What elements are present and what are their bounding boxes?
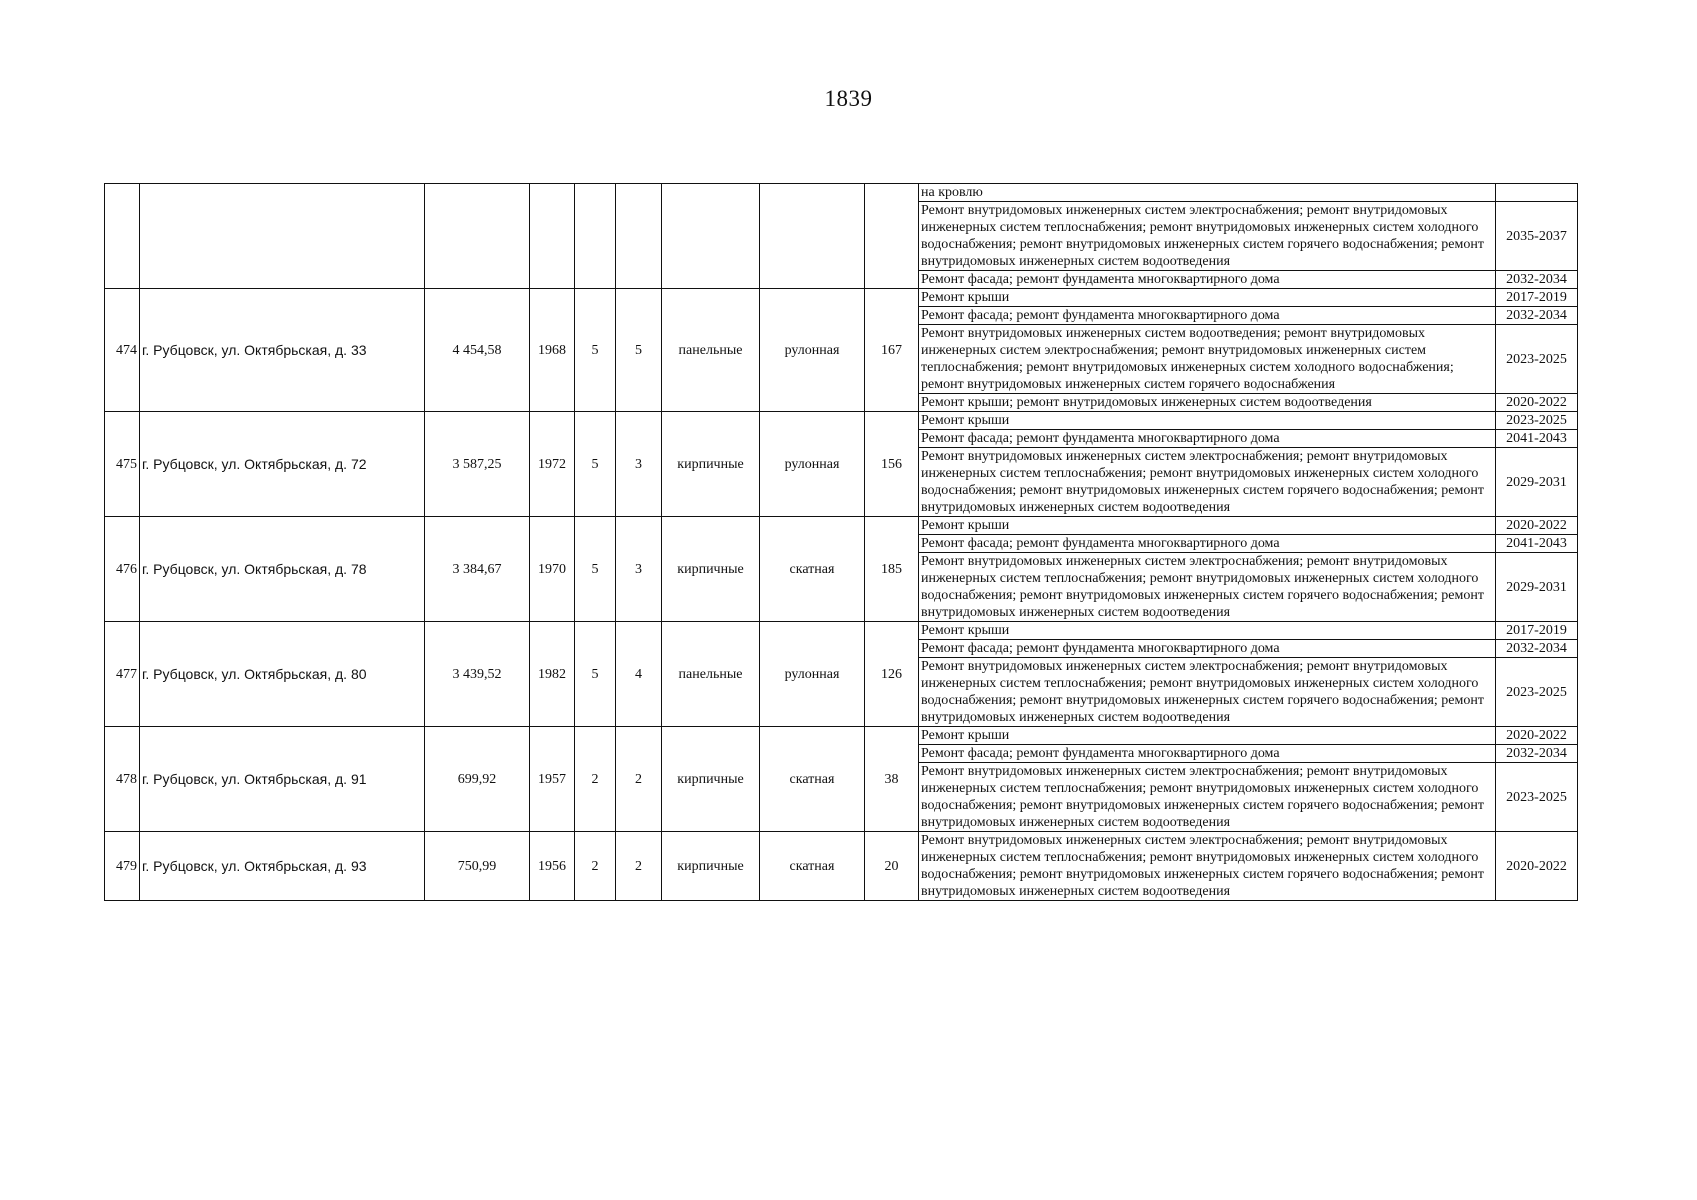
entrances: 4 bbox=[616, 622, 662, 727]
row-number: 476 bbox=[105, 517, 140, 622]
address: г. Рубцовск, ул. Октябрьская, д. 91 bbox=[140, 727, 425, 832]
roof-type: скатная bbox=[760, 832, 865, 901]
residents: 38 bbox=[865, 727, 919, 832]
wall-material: кирпичные bbox=[662, 832, 760, 901]
work-period: 2020-2022 bbox=[1496, 517, 1578, 535]
work-description: Ремонт фасада; ремонт фундамента многоквартирного дома bbox=[919, 640, 1496, 658]
work-period: 2041-2043 bbox=[1496, 430, 1578, 448]
address: г. Рубцовск, ул. Октябрьская, д. 72 bbox=[140, 412, 425, 517]
work-description: Ремонт крыши bbox=[919, 412, 1496, 430]
year-built: 1972 bbox=[530, 412, 575, 517]
housing-register-table bbox=[104, 183, 1578, 901]
address: г. Рубцовск, ул. Октябрьская, д. 80 bbox=[140, 622, 425, 727]
work-period: 2029-2031 bbox=[1496, 553, 1578, 622]
address: г. Рубцовск, ул. Октябрьская, д. 33 bbox=[140, 289, 425, 412]
table-row bbox=[105, 832, 1578, 901]
row-number: 478 bbox=[105, 727, 140, 832]
work-period: 2035-2037 bbox=[1496, 202, 1578, 271]
work-period: 2032-2034 bbox=[1496, 640, 1578, 658]
entrances: 2 bbox=[616, 832, 662, 901]
wall-material: кирпичные bbox=[662, 517, 760, 622]
year-built: 1968 bbox=[530, 289, 575, 412]
year-built: 1982 bbox=[530, 622, 575, 727]
work-description: на кровлю bbox=[919, 184, 1496, 202]
row-number: 474 bbox=[105, 289, 140, 412]
floors: 5 bbox=[575, 517, 616, 622]
entrances: 3 bbox=[616, 412, 662, 517]
table-body bbox=[105, 184, 1578, 901]
work-description: Ремонт внутридомовых инженерных систем электроснабжения; ремонт внутридомовых инженерных систем теплоснабжения; ремонт внутридомовых инженерных систем холодного водоснабжения; ремонт внутридомовых инженерных систем горячего водоснабжения; ремонт внутридомовых инженерных систем водоотведения bbox=[919, 553, 1496, 622]
year-built: 1956 bbox=[530, 832, 575, 901]
table-row bbox=[105, 412, 1578, 430]
page-number: 1839 bbox=[824, 86, 873, 111]
work-description: Ремонт фасада; ремонт фундамента многоквартирного дома bbox=[919, 535, 1496, 553]
work-period: 2017-2019 bbox=[1496, 289, 1578, 307]
work-description: Ремонт внутридомовых инженерных систем электроснабжения; ремонт внутридомовых инженерных систем теплоснабжения; ремонт внутридомовых инженерных систем холодного водоснабжения; ремонт внутридомовых инженерных систем горячего водоснабжения; ремонт внутридомовых инженерных систем водоотведения bbox=[919, 202, 1496, 271]
wall-material: кирпичные bbox=[662, 412, 760, 517]
work-period: 2023-2025 bbox=[1496, 412, 1578, 430]
roof-type: рулонная bbox=[760, 289, 865, 412]
work-description: Ремонт фасада; ремонт фундамента многоквартирного дома bbox=[919, 271, 1496, 289]
area: 750,99 bbox=[425, 832, 530, 901]
work-description: Ремонт внутридомовых инженерных систем электроснабжения; ремонт внутридомовых инженерных систем теплоснабжения; ремонт внутридомовых инженерных систем холодного водоснабжения; ремонт внутридомовых инженерных систем горячего водоснабжения; ремонт внутридомовых инженерных систем водоотведения bbox=[919, 832, 1496, 901]
wall-material: панельные bbox=[662, 622, 760, 727]
work-period: 2032-2034 bbox=[1496, 271, 1578, 289]
blank-cell bbox=[530, 184, 575, 289]
roof-type: скатная bbox=[760, 517, 865, 622]
floors: 2 bbox=[575, 832, 616, 901]
blank-cell bbox=[865, 184, 919, 289]
continuation-row bbox=[105, 184, 1578, 202]
residents: 156 bbox=[865, 412, 919, 517]
work-period: 2029-2031 bbox=[1496, 448, 1578, 517]
work-description: Ремонт крыши bbox=[919, 517, 1496, 535]
address: г. Рубцовск, ул. Октябрьская, д. 78 bbox=[140, 517, 425, 622]
work-period: 2017-2019 bbox=[1496, 622, 1578, 640]
blank-cell bbox=[662, 184, 760, 289]
residents: 20 bbox=[865, 832, 919, 901]
work-description: Ремонт фасада; ремонт фундамента многоквартирного дома bbox=[919, 307, 1496, 325]
entrances: 5 bbox=[616, 289, 662, 412]
work-period: 2023-2025 bbox=[1496, 325, 1578, 394]
area: 3 384,67 bbox=[425, 517, 530, 622]
work-description: Ремонт внутридомовых инженерных систем электроснабжения; ремонт внутридомовых инженерных систем теплоснабжения; ремонт внутридомовых инженерных систем холодного водоснабжения; ремонт внутридомовых инженерных систем горячего водоснабжения; ремонт внутридомовых инженерных систем водоотведения bbox=[919, 763, 1496, 832]
address: г. Рубцовск, ул. Октябрьская, д. 93 bbox=[140, 832, 425, 901]
work-period bbox=[1496, 184, 1578, 202]
blank-cell bbox=[140, 184, 425, 289]
row-number: 477 bbox=[105, 622, 140, 727]
work-period: 2041-2043 bbox=[1496, 535, 1578, 553]
work-description: Ремонт фасада; ремонт фундамента многоквартирного дома bbox=[919, 430, 1496, 448]
residents: 167 bbox=[865, 289, 919, 412]
work-description: Ремонт крыши bbox=[919, 622, 1496, 640]
blank-cell bbox=[575, 184, 616, 289]
row-number: 475 bbox=[105, 412, 140, 517]
roof-type: рулонная bbox=[760, 622, 865, 727]
blank-cell bbox=[105, 184, 140, 289]
entrances: 2 bbox=[616, 727, 662, 832]
table-row bbox=[105, 289, 1578, 307]
work-period: 2032-2034 bbox=[1496, 307, 1578, 325]
blank-cell bbox=[760, 184, 865, 289]
work-description: Ремонт крыши bbox=[919, 727, 1496, 745]
work-description: Ремонт внутридомовых инженерных систем электроснабжения; ремонт внутридомовых инженерных систем теплоснабжения; ремонт внутридомовых инженерных систем холодного водоснабжения; ремонт внутридомовых инженерных систем горячего водоснабжения; ремонт внутридомовых инженерных систем водоотведения bbox=[919, 658, 1496, 727]
area: 4 454,58 bbox=[425, 289, 530, 412]
work-period: 2020-2022 bbox=[1496, 727, 1578, 745]
wall-material: панельные bbox=[662, 289, 760, 412]
year-built: 1957 bbox=[530, 727, 575, 832]
table-row bbox=[105, 517, 1578, 535]
floors: 5 bbox=[575, 622, 616, 727]
work-description: Ремонт крыши; ремонт внутридомовых инженерных систем водоотведения bbox=[919, 394, 1496, 412]
blank-cell bbox=[425, 184, 530, 289]
area: 3 587,25 bbox=[425, 412, 530, 517]
table-row bbox=[105, 727, 1578, 745]
work-description: Ремонт фасада; ремонт фундамента многоквартирного дома bbox=[919, 745, 1496, 763]
floors: 5 bbox=[575, 412, 616, 517]
year-built: 1970 bbox=[530, 517, 575, 622]
residents: 126 bbox=[865, 622, 919, 727]
floors: 5 bbox=[575, 289, 616, 412]
roof-type: скатная bbox=[760, 727, 865, 832]
area: 699,92 bbox=[425, 727, 530, 832]
blank-cell bbox=[616, 184, 662, 289]
area: 3 439,52 bbox=[425, 622, 530, 727]
work-description: Ремонт крыши bbox=[919, 289, 1496, 307]
table-row bbox=[105, 622, 1578, 640]
work-period: 2023-2025 bbox=[1496, 763, 1578, 832]
floors: 2 bbox=[575, 727, 616, 832]
entrances: 3 bbox=[616, 517, 662, 622]
wall-material: кирпичные bbox=[662, 727, 760, 832]
roof-type: рулонная bbox=[760, 412, 865, 517]
work-period: 2032-2034 bbox=[1496, 745, 1578, 763]
work-period: 2020-2022 bbox=[1496, 832, 1578, 901]
row-number: 479 bbox=[105, 832, 140, 901]
work-period: 2023-2025 bbox=[1496, 658, 1578, 727]
work-period: 2020-2022 bbox=[1496, 394, 1578, 412]
work-description: Ремонт внутридомовых инженерных систем водоотведения; ремонт внутридомовых инженерных систем электроснабжения; ремонт внутридомовых инженерных систем теплоснабжения; ремонт внутридомовых инженерных систем холодного водоснабжения; ремонт внутридомовых инженерных систем горячего водоснабжения bbox=[919, 325, 1496, 394]
residents: 185 bbox=[865, 517, 919, 622]
work-description: Ремонт внутридомовых инженерных систем электроснабжения; ремонт внутридомовых инженерных систем теплоснабжения; ремонт внутридомовых инженерных систем холодного водоснабжения; ремонт внутридомовых инженерных систем горячего водоснабжения; ремонт внутридомовых инженерных систем водоотведения bbox=[919, 448, 1496, 517]
